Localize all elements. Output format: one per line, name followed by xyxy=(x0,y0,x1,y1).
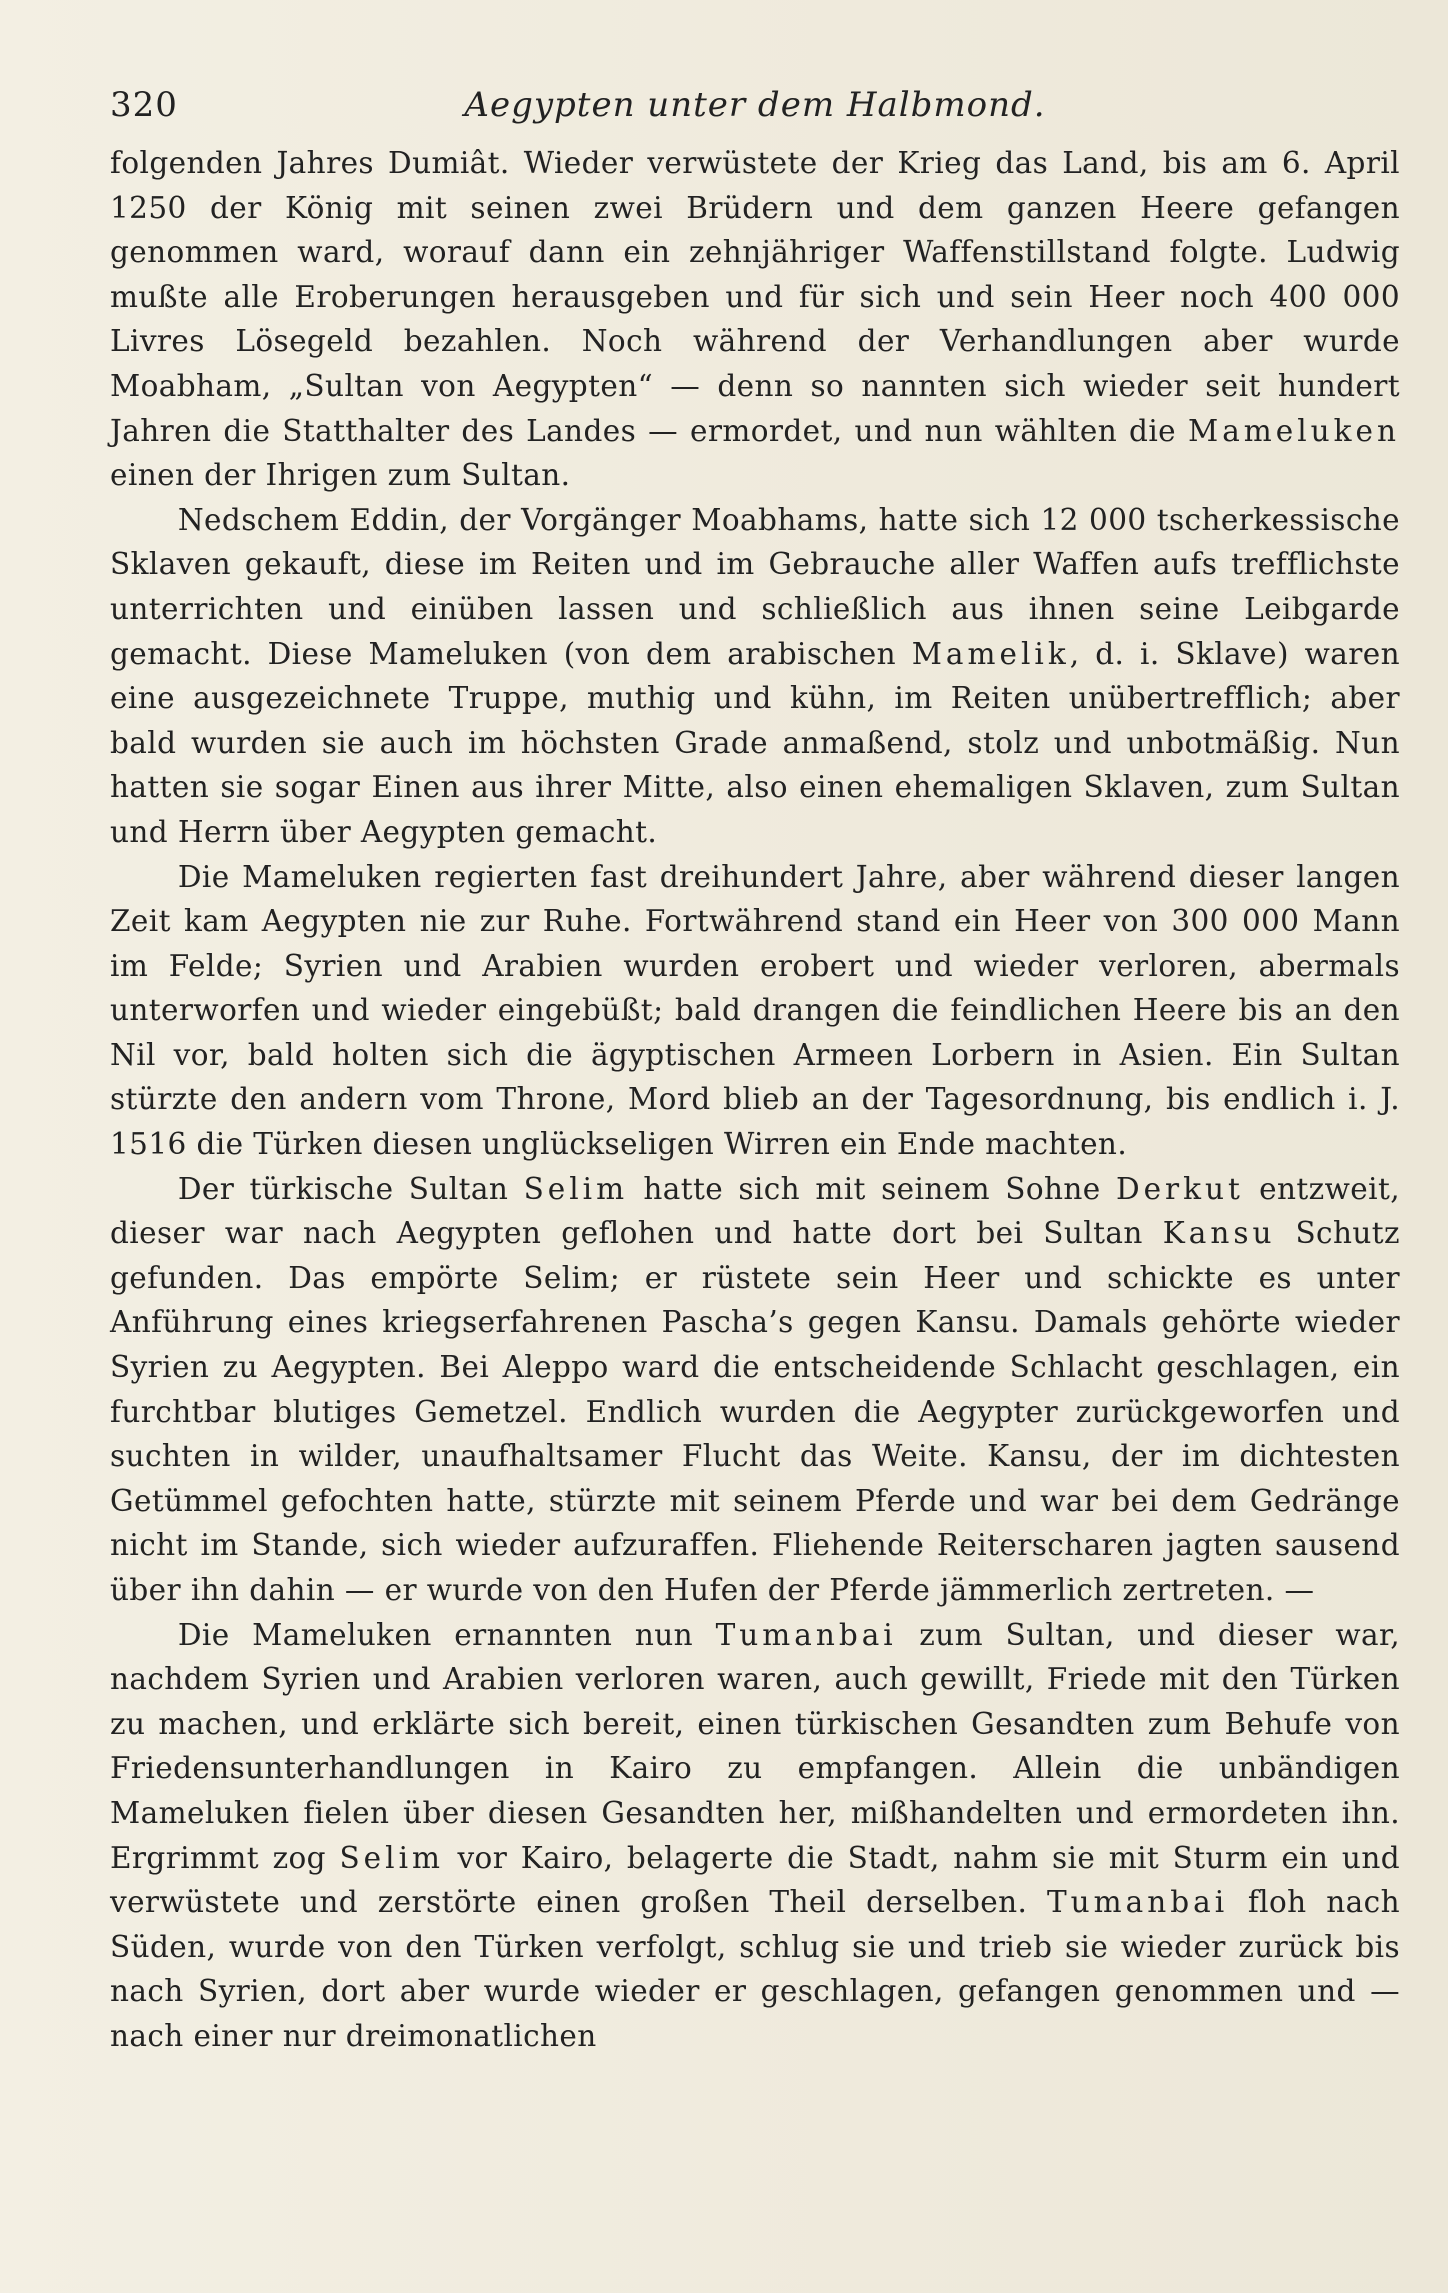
spaced-emphasis: Mameluken xyxy=(1188,413,1400,448)
text-run: Schutz gefunden. Das empörte Selim; er rüstete sein Heer und schickte es unter Anführung eines kriegserfahrenen Pascha’s gegen Kansu. Damals gehörte wieder Syrien zu Aegypten. Bei Aleppo ward die entscheidende Schlacht geschlagen, ein furchtbar blutiges Gemetzel. Endlich wurden die Aegypter zurückgeworfen und suchten in wilder, unaufhaltsamer Flucht das Weite. Kansu, der im dichtesten Getümmel gefochten hatte, stürzte mit seinem Pferde und war bei dem Gedränge nicht im Stande, sich wieder aufzuraffen. Fliehende Reiterscharen jagten sausend über ihn dahin — er wurde von den Hufen der Pferde jämmerlich zertreten. — xyxy=(110,1216,1400,1607)
text-run: hatte sich mit seinem Sohne xyxy=(628,1171,1116,1206)
spaced-emphasis: Selim xyxy=(523,1171,629,1206)
text-run: Die Mameluken regierten fast dreihundert Jahre, aber während dieser langen Zeit kam Aegypten nie zur Ruhe. Fortwährend stand ein Heer von 300 000 Mann im Felde; Syrien und Arabien wurden erobert und wieder verloren, abermals unterworfen und wieder eingebüßt; bald drangen die feindlichen Heere bis an den Nil vor, bald holten sich die ägyptischen Armeen Lorbern in Asien. Ein Sultan stürzte den andern vom Throne, Mord blieb an der Tagesordnung, bis endlich i. J. 1516 die Türken diesen unglückseligen Wirren ein Ende machten. xyxy=(110,859,1400,1162)
paragraph xyxy=(110,1167,1400,1613)
text-run: zum Sultan, und dieser war, nachdem Syrien und Arabien verloren waren, auch gewillt, Friede mit den Türken zu machen, und erklärte sich bereit, einen türkischen Gesandten zum Behufe von Friedensunterhandlungen in Kairo zu empfangen. Allein die unbändigen Mameluken fielen über diesen Gesandten her, mißhandelten und ermordeten ihn. Ergrimmt zog xyxy=(110,1617,1401,1875)
text-run: Nedschem Eddin, der Vorgänger Moabhams, hatte sich 12 000 tscherkessische Sklaven gekauft, diese im Reiten und im Gebrauche aller Waffen aufs trefflichste unterrichten und einüben lassen und schließlich aus ihnen seine Leibgarde gemacht. Diese Mameluken (von dem arabischen xyxy=(110,502,1400,671)
spaced-emphasis: Tumanbai xyxy=(715,1617,897,1652)
spaced-emphasis: Selim xyxy=(339,1840,444,1875)
text-run: einen der Ihrigen zum Sultan. xyxy=(110,458,571,493)
spaced-emphasis: Derkut xyxy=(1115,1171,1244,1206)
text-run: floh nach Süden, wurde von den Türken verfolgt, schlug sie und trieb sie wieder zurück bis nach Syrien, dort aber wurde wieder er geschlagen, gefangen genommen und — nach einer nur dreimonatlichen xyxy=(110,1885,1400,2053)
spaced-emphasis: Mamelik xyxy=(911,636,1070,671)
page-header xyxy=(110,80,1400,130)
paragraph xyxy=(110,1613,1400,2059)
spaced-emphasis: Tumanbai xyxy=(1047,1885,1229,1920)
text-run: , d. i. Sklave) waren eine ausgezeichnete Truppe, muthig und kühn, im Reiten unübertrefflich; aber bald wurden sie auch im höchsten Grade anmaßend, stolz und unbotmäßig. Nun hatten sie sogar Einen aus ihrer Mitte, also einen ehemaligen Sklaven, zum Sultan und Herrn über Aegypten gemacht. xyxy=(110,636,1400,849)
running-title: Aegypten unter dem Halbmond. xyxy=(464,85,1046,125)
text-run: Der türkische Sultan xyxy=(177,1171,524,1206)
text-run: Die Mameluken ernannten nun xyxy=(177,1617,716,1652)
spaced-emphasis: Kansu xyxy=(1162,1216,1276,1251)
body-text xyxy=(110,141,1400,2059)
text-run: folgenden Jahres Dumiât. Wieder verwüstete der Krieg das Land, bis am 6. April 1250 der König mit seinen zwei Brüdern und dem ganzen Heere gefangen genommen ward, worauf dann ein zehnjähriger Waffenstillstand folgte. Ludwig mußte alle Eroberungen herausgeben und für sich und sein Heer noch 400 000 Livres Lösegeld bezahlen. Noch während der Verhandlungen aber wurde Moabham, „Sultan von Aegypten“ — denn so nannten sich wieder seit hundert Jahren die Statthalter des Landes — ermordet, und nun wählten die xyxy=(110,146,1400,448)
paragraph xyxy=(110,498,1400,855)
page-number: 320 xyxy=(110,85,178,125)
paragraph xyxy=(110,855,1400,1167)
text-run: vor Kairo, belagerte die Stadt, nahm sie mit Sturm ein und verwüstete und zerstörte einen großen Theil derselben. xyxy=(110,1840,1401,1920)
text-run: entzweit, dieser war nach Aegypten geflohen und hatte dort bei Sultan xyxy=(110,1171,1400,1251)
paragraph xyxy=(110,141,1400,498)
